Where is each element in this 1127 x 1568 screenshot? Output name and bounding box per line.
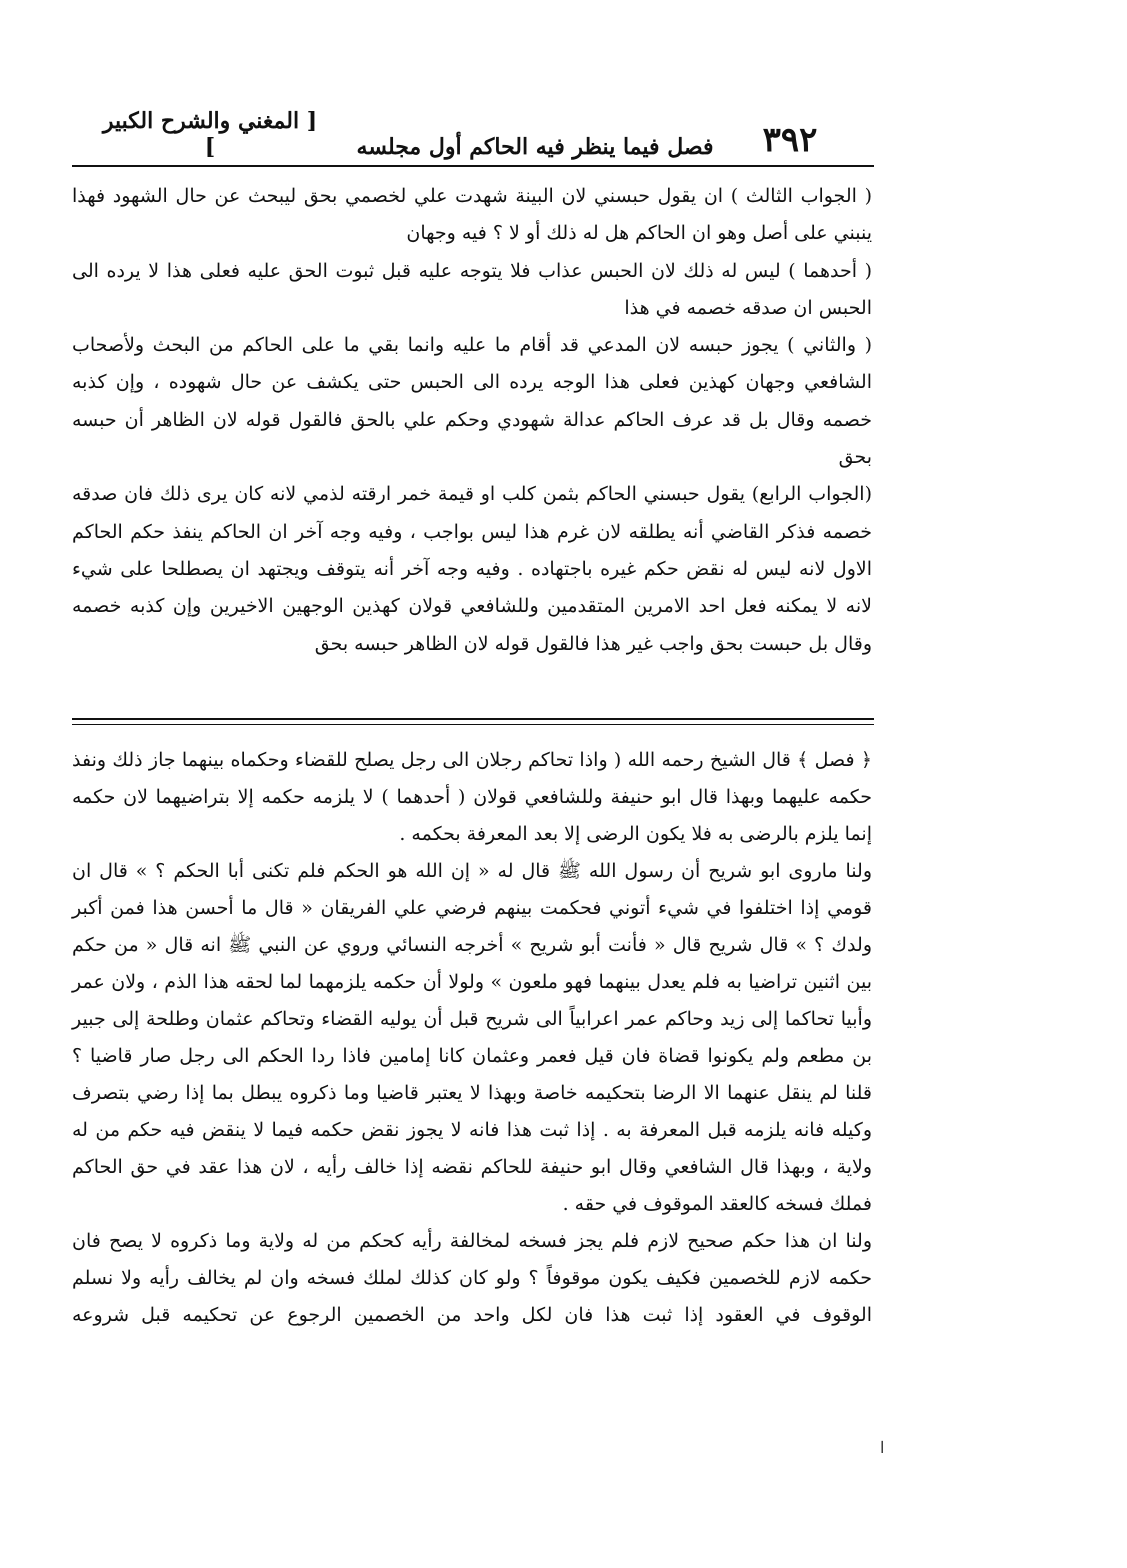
book-title: [ المغني والشرح الكبير ] — [102, 108, 318, 160]
page-header — [95, 100, 835, 160]
page-number: ٣٩٢ — [762, 120, 818, 160]
paragraph-fourth-answer: (الجواب الرابع) يقول حبسني الحاكم بثمن كلب او قيمة خمر ارقته لذمي لانه كان يرى ذلك فان صدقه خصمه فذكر القاضي أنه يطلقه لان غرم هذا ليس بواجب ، وفيه وجه آخر ان الحاكم ينفذ حكم الحاكم الاول لانه ليس له نقض حكم غيره باجتهاده . وفيه وجه آخر أنه يتوقف ويجتهد ان يصطلحا على شيء لانه لا يمكنه فعل احد الامرين المتقدمين وللشافعي قولان كهذين الوجهين الاخيرين وإن كذبه خصمه وقال بل حبست بحق واجب غير هذا فالقول قوله لان الظاهر حبسه بحق — [72, 483, 872, 655]
paragraph-third-answer: ( الجواب الثالث ) ان يقول حبسني لان البينة شهدت علي لخصمي بحق ليبحث عن حال الشهود فهذا ينبني على أصل وهو ان الحاكم هل له ذلك أو لا ؟ فيه وجهان — [72, 185, 872, 245]
paragraph-fasl-arbitration: ﴿ فصل ﴾ قال الشيخ رحمه الله ( واذا تحاكم رجلان الى رجل يصلح للقضاء وحكماه بينهما جاز ذلك ونفذ حكمه عليهما وبهذا قال ابو حنيفة وللشافعي قولان ( أحدهما ) لا يلزمه حكمه إلا بتراضيهما لان حكمه إنما يلزم بالرضى به فلا يكون الرضى إلا بعد المعرفة بحكمه . — [72, 749, 872, 845]
header-rule — [72, 165, 874, 167]
paragraph-binding-ruling: ولنا ان هذا حكم صحيح لازم فلم يجز فسخه لمخالفة رأيه كحكم من له ولاية وما ذكروه لا يصح فان حكمه لازم للخصمين فكيف يكون موقوفاً ؟ ولو كان كذلك لملك فسخه وان لم يخالف رأيه ولا نسلم الوقوف في العقود إذا ثبت هذا فان لكل واحد من الخصمين الرجوع عن تحكيمه قبل شروعه — [72, 1230, 872, 1326]
paragraph-second-view: ( والثاني ) يجوز حبسه لان المدعي قد أقام ما عليه وانما بقي ما على الحاكم من البحث ولأصحاب الشافعي وجهان كهذين فعلى هذا الوجه يرده الى الحبس حتى يكشف عن حال شهوده ، وإن كذبه خصمه وقال بل قد عرف الحاكم عدالة شهودي وحكم علي بالحق فالقول قوله لان الظاهر أن حبسه بحق — [72, 334, 872, 469]
lower-text-section — [72, 742, 872, 1334]
paragraph-first-view: ( أحدهما ) ليس له ذلك لان الحبس عذاب فلا يتوجه عليه قبل ثبوت الحق عليه فعلى هذا لا يرده الى الحبس ان صدقه خصمه في هذا — [72, 259, 872, 319]
running-head: فصل فيما ينظر فيه الحاكم أول مجلسه — [356, 134, 714, 160]
upper-text-section — [72, 178, 872, 663]
margin-mark: ا — [880, 1440, 885, 1457]
paragraph-abu-shuraih-evidence: ولنا ماروى ابو شريح أن رسول الله ﷺ قال له « إن الله هو الحكم فلم تكنى أبا الحكم ؟ » قال ان قومي إذا اختلفوا في شيء أتوني فحكمت بينهم فرضي علي الفريقان « قال ما أحسن هذا فمن أكبر ولدك ؟ » قال شريح قال « فأنت أبو شريح » أخرجه النسائي وروي عن النبي ﷺ انه قال « من حكم بين اثنين تراضيا به فلم يعدل بينهما فهو ملعون » ولولا أن حكمه يلزمهما لما لحقه هذا الذم ، ولان عمر وأبيا تحاكما إلى زيد وحاكم عمر اعرابياً الى شريح قبل أن يوليه القضاء وتحاكم عثمان وطلحة إلى جبير بن مطعم ولم يكونوا قضاة فان قيل فعمر وعثمان كانا إمامين فاذا ردا الحكم الى رجل صار قاضيا ؟ قلنا لم ينقل عنهما الا الرضا بتحكيمه خاصة وبهذا لا يعتبر قاضيا وما ذكروه يبطل بما إذا رضي بتصرف وكيله فانه يلزمه قبل المعرفة به . إذا ثبت هذا فانه لا يجوز نقض حكمه فيما لا ينقض فيه حكم من له ولاية ، وبهذا قال الشافعي وقال ابو حنيفة للحاكم نقضه إذا خالف رأيه ، لان هذا عقد في حق الحاكم فملك فسخه كالعقد الموقوف في حقه . — [72, 860, 872, 1215]
section-divider — [72, 718, 874, 725]
